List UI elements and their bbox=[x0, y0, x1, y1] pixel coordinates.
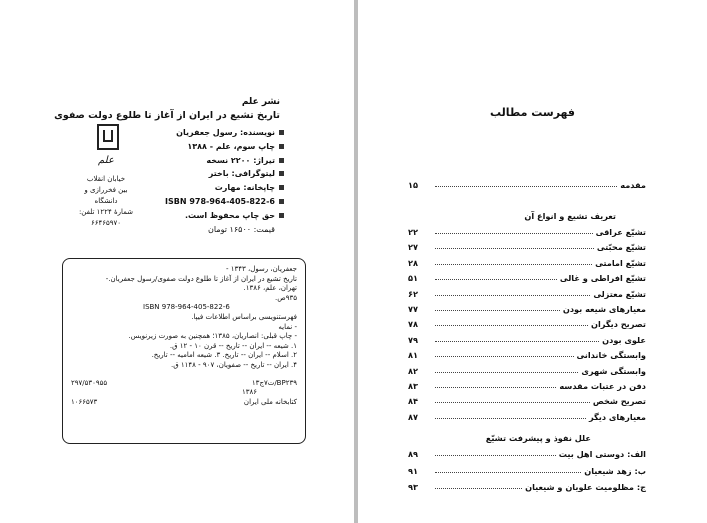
toc-label: تصریح شخص bbox=[592, 396, 646, 407]
toc-page-number: ۸۳ bbox=[408, 381, 418, 391]
toc-page-number: ۸۱ bbox=[408, 350, 418, 361]
toc-label: معیارهای شیعه بودن bbox=[562, 304, 646, 314]
publisher-logo-icon bbox=[97, 124, 119, 150]
contents-page bbox=[358, 0, 707, 523]
toc-label: دفن در عتبات مقدسه bbox=[559, 381, 646, 391]
toc-heading: فهرست مطالب bbox=[489, 106, 576, 119]
toc-entry bbox=[408, 363, 646, 376]
toc-leader bbox=[435, 371, 578, 373]
cip-library-row bbox=[71, 398, 297, 408]
toc-leader bbox=[435, 355, 574, 357]
cip-year: ۱۳۸۶ bbox=[241, 388, 257, 397]
bullet-square-icon bbox=[279, 144, 284, 149]
toc-leader bbox=[435, 185, 617, 187]
toc-label: وابستگی شهری bbox=[581, 365, 646, 376]
toc-leader bbox=[435, 401, 590, 403]
toc-page-number: ۲۷ bbox=[408, 242, 418, 253]
cip-line: ۴. ایران -- تاریخ -- صفویان، ۹۰۷ - ۱۱۴۸ ق. bbox=[171, 360, 297, 369]
toc-section-heading: علل نفوذ و پیشرفت تشیّع bbox=[485, 433, 591, 443]
cip-line: تهران، علم، ۱۳۸۶. bbox=[243, 284, 297, 293]
toc-leader bbox=[435, 324, 588, 326]
toc-page-number: ۷۷ bbox=[408, 304, 418, 314]
toc-label: تشیّع افراطی و غالی bbox=[559, 273, 646, 284]
toc-entry bbox=[408, 255, 646, 268]
cip-line: جعفریان، رسول، ۱۳۴۳ - bbox=[225, 265, 297, 273]
cip-line: تاریخ تشیع در ایران از آغاز تا طلوع دولت صفوی/رسول جعفریان.- bbox=[105, 274, 297, 283]
book-title: تاریخ تشیع در ایران از آغاز تا طلوع دولت صفوی bbox=[54, 110, 280, 121]
cip-isbn: ISBN 978-964-405-822-6 bbox=[143, 303, 230, 312]
cip-dewey: ۲۹۷/۵۳۰۹۵۵ bbox=[71, 378, 108, 387]
toc-page-number: ۷۹ bbox=[408, 334, 418, 345]
toc-leader bbox=[435, 263, 592, 265]
author-line: نویسنده: رسول جعفریان bbox=[114, 126, 284, 140]
toc-label: ب: زهد شیعیان bbox=[584, 465, 646, 476]
toc-page-number: ۲۸ bbox=[408, 257, 418, 268]
toc-leader bbox=[435, 487, 522, 489]
lithography-line: لیتوگرافی: باختر bbox=[114, 167, 284, 181]
toc-entry bbox=[408, 446, 646, 459]
toc-leader bbox=[435, 278, 557, 280]
toc-leader bbox=[435, 340, 599, 342]
toc-leader bbox=[435, 247, 594, 249]
toc-entry bbox=[408, 347, 646, 360]
toc-label: تصریح دیگران bbox=[591, 319, 646, 330]
cip-class: ۱۳ت۷ج/BP۲۳۹ bbox=[251, 378, 297, 387]
toc-entry bbox=[408, 463, 646, 476]
cip-number: ۱۰۶۶۵۷۳ bbox=[71, 397, 98, 406]
bullet-square-icon bbox=[279, 158, 284, 163]
toc-label: علوی بودن bbox=[602, 334, 646, 345]
toc-label: تشیّع معتزلی bbox=[593, 288, 646, 299]
toc-page-number: ۱۵ bbox=[408, 180, 418, 190]
bullet-square-icon bbox=[279, 213, 284, 218]
toc-entry bbox=[408, 239, 646, 252]
toc-entry bbox=[408, 301, 646, 314]
publisher-address: خیابان انقلاب بین فخررازی و دانشگاه شمارهٔ ۱۲۲۴ تلفن: ۶۶۴۶۵۹۷۰ bbox=[78, 175, 134, 227]
toc-label: تشیّع عراقی bbox=[595, 227, 646, 237]
printer-line: چاپخانه: مهارت bbox=[114, 181, 284, 195]
toc-entry bbox=[408, 332, 646, 345]
toc-entry bbox=[408, 224, 646, 237]
copyright-line: حق چاپ محفوظ است. bbox=[114, 209, 284, 223]
toc-leader bbox=[435, 417, 586, 419]
toc-page-number: ۸۲ bbox=[408, 365, 418, 376]
print-run-line: تیراژ: ۲۲۰۰ نسخه bbox=[114, 154, 284, 168]
cip-classification-row bbox=[71, 379, 297, 389]
price-line: قیمت: ۱۶۵۰۰ تومان bbox=[208, 224, 275, 234]
toc-label: معیارهای دیگر bbox=[588, 411, 646, 422]
toc-entry-intro bbox=[408, 177, 646, 190]
cip-library: کتابخانه ملی ایران bbox=[243, 397, 297, 406]
toc-entry bbox=[408, 286, 646, 299]
toc-entry bbox=[408, 316, 646, 329]
toc-page-number: ۶۲ bbox=[408, 288, 418, 299]
toc-page-number: ۸۹ bbox=[408, 449, 418, 459]
cip-line: فهرستنویسی براساس اطلاعات فیپا. bbox=[191, 312, 297, 321]
toc-page-number: ۹۳ bbox=[408, 482, 418, 492]
bullet-square-icon bbox=[279, 171, 284, 176]
toc-label: مقدمه bbox=[620, 180, 646, 190]
toc-entry bbox=[408, 409, 646, 422]
toc-entry bbox=[408, 393, 646, 406]
toc-page-number: ۷۸ bbox=[408, 319, 418, 330]
toc-page-number: ۲۲ bbox=[408, 227, 418, 237]
cip-line: ۲. اسلام -- ایران -- تاریخ. ۳. شیعه امامیه -- تاریخ. bbox=[151, 351, 297, 360]
toc-label: وابستگی خاندانی bbox=[576, 350, 646, 361]
toc-label: الف: دوستی اهل بیت bbox=[558, 449, 646, 459]
toc-leader bbox=[435, 232, 593, 234]
edition-line: چاپ سوم، علم - ۱۳۸۸ bbox=[114, 140, 284, 154]
cataloging-box bbox=[62, 258, 306, 444]
bullet-square-icon bbox=[279, 199, 284, 204]
publisher-name: نشر علم bbox=[241, 97, 280, 107]
toc-section-heading: تعریف تشیع و انواع آن bbox=[524, 211, 616, 221]
cip-line: ۱. شیعه -- ایران -- تاریخ -- قرن ۱۰ - ۱۲ ق. bbox=[169, 341, 297, 350]
isbn-line: ISBN 978-964-405-822-6 bbox=[114, 195, 284, 209]
publisher-logo-text: علم bbox=[98, 155, 114, 166]
toc-page-number: ۸۴ bbox=[408, 396, 418, 407]
cip-line: - چاپ قبلی: انصاریان، ۱۳۸۵؛ همچنین به صورت زیرنویس. bbox=[128, 332, 297, 341]
toc-page-number: ۵۱ bbox=[408, 273, 418, 284]
bullet-square-icon bbox=[279, 130, 284, 135]
toc-label: تشیّع محبّتی bbox=[596, 242, 646, 253]
cip-line: - نمایه bbox=[278, 322, 297, 331]
cip-line: ۹۳۵ص. bbox=[275, 293, 297, 302]
toc-entry bbox=[408, 479, 646, 492]
toc-leader bbox=[435, 454, 556, 456]
toc-page-number: ۹۱ bbox=[408, 465, 418, 476]
toc-label: ج: مظلومیت علویان و شیعیان bbox=[525, 482, 646, 492]
toc-leader bbox=[435, 309, 560, 311]
toc-leader bbox=[435, 471, 581, 473]
toc-leader bbox=[435, 294, 590, 296]
toc-entry bbox=[408, 270, 646, 283]
bullet-square-icon bbox=[279, 185, 284, 190]
toc-leader bbox=[435, 386, 556, 388]
toc-label: تشیّع امامتی bbox=[595, 257, 646, 268]
toc-page-number: ۸۷ bbox=[408, 411, 418, 422]
toc-entry bbox=[408, 378, 646, 391]
